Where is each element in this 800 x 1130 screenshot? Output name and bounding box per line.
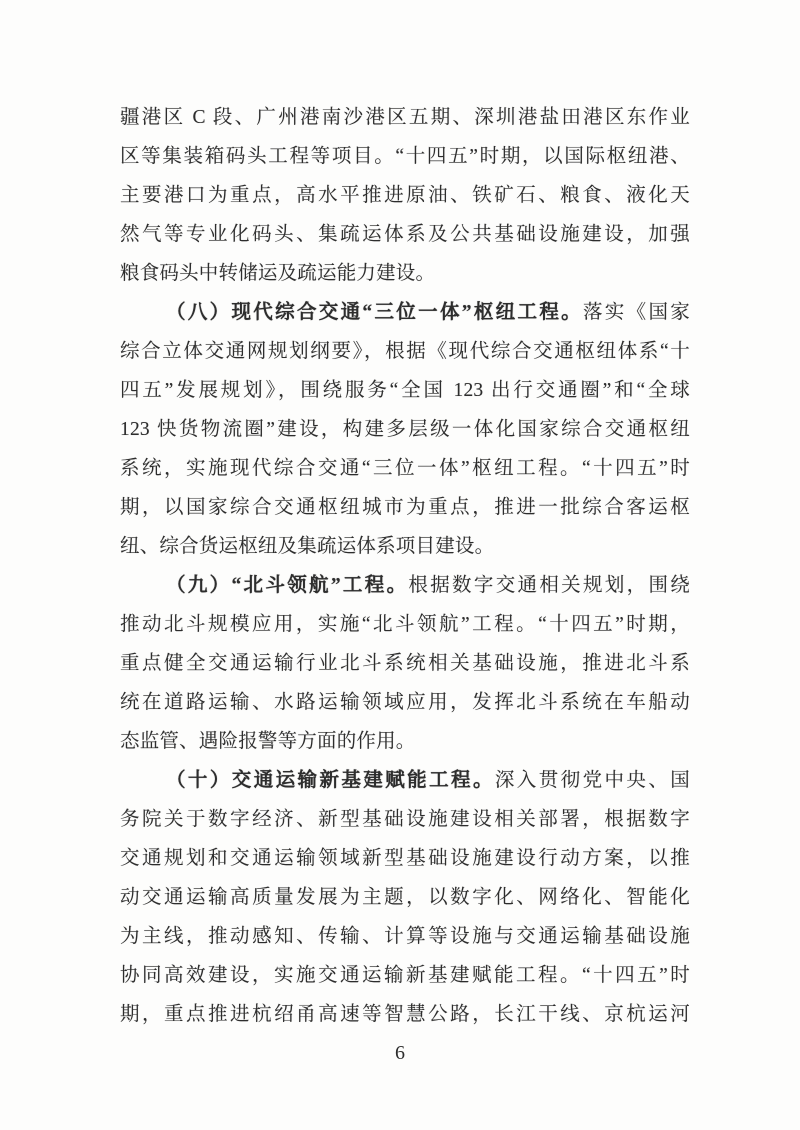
text-line [120,488,690,527]
body-text: 粮食码头中转储运及疏运能力建设。 [120,263,436,284]
text-line [120,371,690,410]
body-text: 务院关于数字经济、新型基础设施建设相关部署，根据数字 [120,809,690,830]
text-line [120,566,690,605]
body-text: 态监管、遇险报警等方面的作用。 [120,731,416,752]
text-line [120,761,690,800]
body-text: 综合立体交通网规划纲要》，根据《现代综合交通枢纽体系“十 [120,341,690,362]
paragraph-heading: （十）交通运输新基建赋能工程。 [166,770,495,791]
text-line [120,215,690,254]
body-text: 系统，实施现代综合交通“三位一体”枢纽工程。“十四五”时 [120,458,690,479]
text-line [120,917,690,956]
page-footer [0,1038,800,1068]
text-block [120,98,690,1034]
body-text: 推动北斗规模应用，实施“北斗领航”工程。“十四五”时期， [120,614,690,635]
text-line [120,956,690,995]
text-line [120,98,690,137]
text-line [120,449,690,488]
body-text: 期，以国家综合交通枢纽城市为重点，推进一批综合客运枢 [120,497,690,518]
text-line [120,800,690,839]
text-line [120,839,690,878]
body-text: 交通规划和交通运输领域新型基础设施建设行动方案，以推 [120,848,690,869]
paragraph-heading: （八）现代综合交通“三位一体”枢纽工程。 [166,302,583,323]
body-text: 深入贯彻党中央、国 [494,770,690,791]
text-line [120,995,690,1034]
body-text: 疆港区 C 段、广州港南沙港区五期、深圳港盐田港区东作业 [120,107,690,128]
body-text: 动交通运输高质量发展为主题，以数字化、网络化、智能化 [120,887,690,908]
body-text: 为主线，推动感知、传输、计算等设施与交通运输基础设施 [120,926,690,947]
paragraph-heading: （九）“北斗领航”工程。 [166,575,409,596]
body-text: 然气等专业化码头、集疏运体系及公共基础设施建设，加强 [120,224,690,245]
body-text: 区等集装箱码头工程等项目。“十四五”时期，以国际枢纽港、 [120,146,690,167]
text-line [120,878,690,917]
text-line [120,527,690,566]
text-line [120,410,690,449]
body-text: 重点健全交通运输行业北斗系统相关基础设施，推进北斗系 [120,653,690,674]
body-text: 根据数字交通相关规划，围绕 [408,575,690,596]
body-text: 期，重点推进杭绍甬高速等智慧公路，长江干线、京杭运河 [120,1004,690,1025]
text-line [120,683,690,722]
text-line [120,176,690,215]
text-line [120,332,690,371]
page-number: 6 [395,1042,405,1064]
body-text: 统在道路运输、水路运输领域应用，发挥北斗系统在车船动 [120,692,690,713]
text-line [120,254,690,293]
body-text: 主要港口为重点，高水平推进原油、铁矿石、粮食、液化天 [120,185,690,206]
text-line [120,605,690,644]
body-text: 纽、综合货运枢纽及集疏运体系项目建设。 [120,536,495,557]
body-text: 四五”发展规划》，围绕服务“全国 123 出行交通圈”和“全球 [120,380,690,401]
text-line [120,293,690,332]
body-text: 123 快货物流圈”建设，构建多层级一体化国家综合交通枢纽 [120,419,690,440]
text-line [120,722,690,761]
text-line [120,644,690,683]
body-text: 落实《国家 [582,302,690,323]
body-text: 协同高效建设，实施交通运输新基建赋能工程。“十四五”时 [120,965,690,986]
text-line [120,137,690,176]
